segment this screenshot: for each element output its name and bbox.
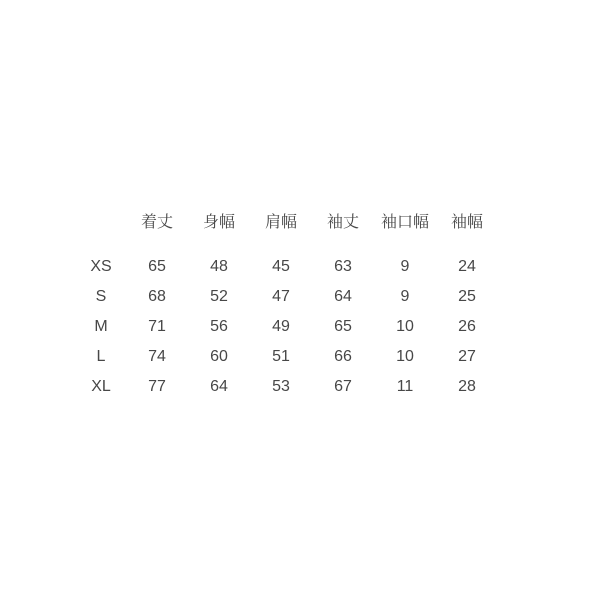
cell-value: 10: [396, 348, 414, 365]
size-chart-header: [76, 208, 498, 252]
cell-value: 63: [334, 258, 352, 275]
cell-value: 65: [334, 318, 352, 335]
cell-value: 11: [396, 378, 414, 395]
cell-value: 64: [210, 378, 228, 395]
cell-value: 26: [458, 318, 476, 335]
size-label: S: [95, 288, 107, 305]
cell-value: 52: [210, 288, 228, 305]
size-column-header: [76, 208, 126, 252]
column-header-cuff-width: 袖口幅: [380, 214, 429, 231]
cell-value: 56: [210, 318, 228, 335]
header-row: [76, 208, 498, 252]
cell-value: 9: [400, 288, 410, 305]
cell-value: 10: [396, 318, 414, 335]
cell-value: 48: [210, 258, 228, 275]
cell-value: 64: [334, 288, 352, 305]
size-label: M: [94, 318, 108, 335]
cell-value: 45: [272, 258, 290, 275]
cell-value: 60: [210, 348, 228, 365]
cell-value: 67: [334, 378, 352, 395]
cell-value: 27: [458, 348, 476, 365]
cell-value: 49: [272, 318, 290, 335]
cell-value: 66: [334, 348, 352, 365]
cell-value: 74: [148, 348, 166, 365]
cell-value: 25: [458, 288, 476, 305]
size-label: XL: [91, 378, 111, 395]
column-header-body-width: 身幅: [202, 214, 235, 231]
cell-value: 53: [272, 378, 290, 395]
table-row-l: [76, 342, 498, 372]
table-row-s: [76, 282, 498, 312]
column-header-shoulder-width: 肩幅: [264, 214, 297, 231]
cell-value: 24: [458, 258, 476, 275]
cell-value: 71: [148, 318, 166, 335]
cell-value: 47: [272, 288, 290, 305]
column-header-body-length: 着丈: [140, 214, 173, 231]
cell-value: 68: [148, 288, 166, 305]
size-chart-body: [76, 252, 498, 402]
column-header-sleeve-width: 袖幅: [450, 214, 483, 231]
cell-value: 51: [272, 348, 290, 365]
cell-value: 9: [400, 258, 410, 275]
cell-value: 28: [458, 378, 476, 395]
table-row-m: [76, 312, 498, 342]
cell-value: 77: [148, 378, 166, 395]
table-row-xl: [76, 372, 498, 402]
cell-value: 65: [148, 258, 166, 275]
size-chart-table: [76, 208, 498, 402]
column-header-sleeve-length: 袖丈: [326, 214, 359, 231]
table-row-xs: [76, 252, 498, 282]
size-label: L: [96, 348, 106, 365]
size-label: XS: [90, 258, 112, 275]
